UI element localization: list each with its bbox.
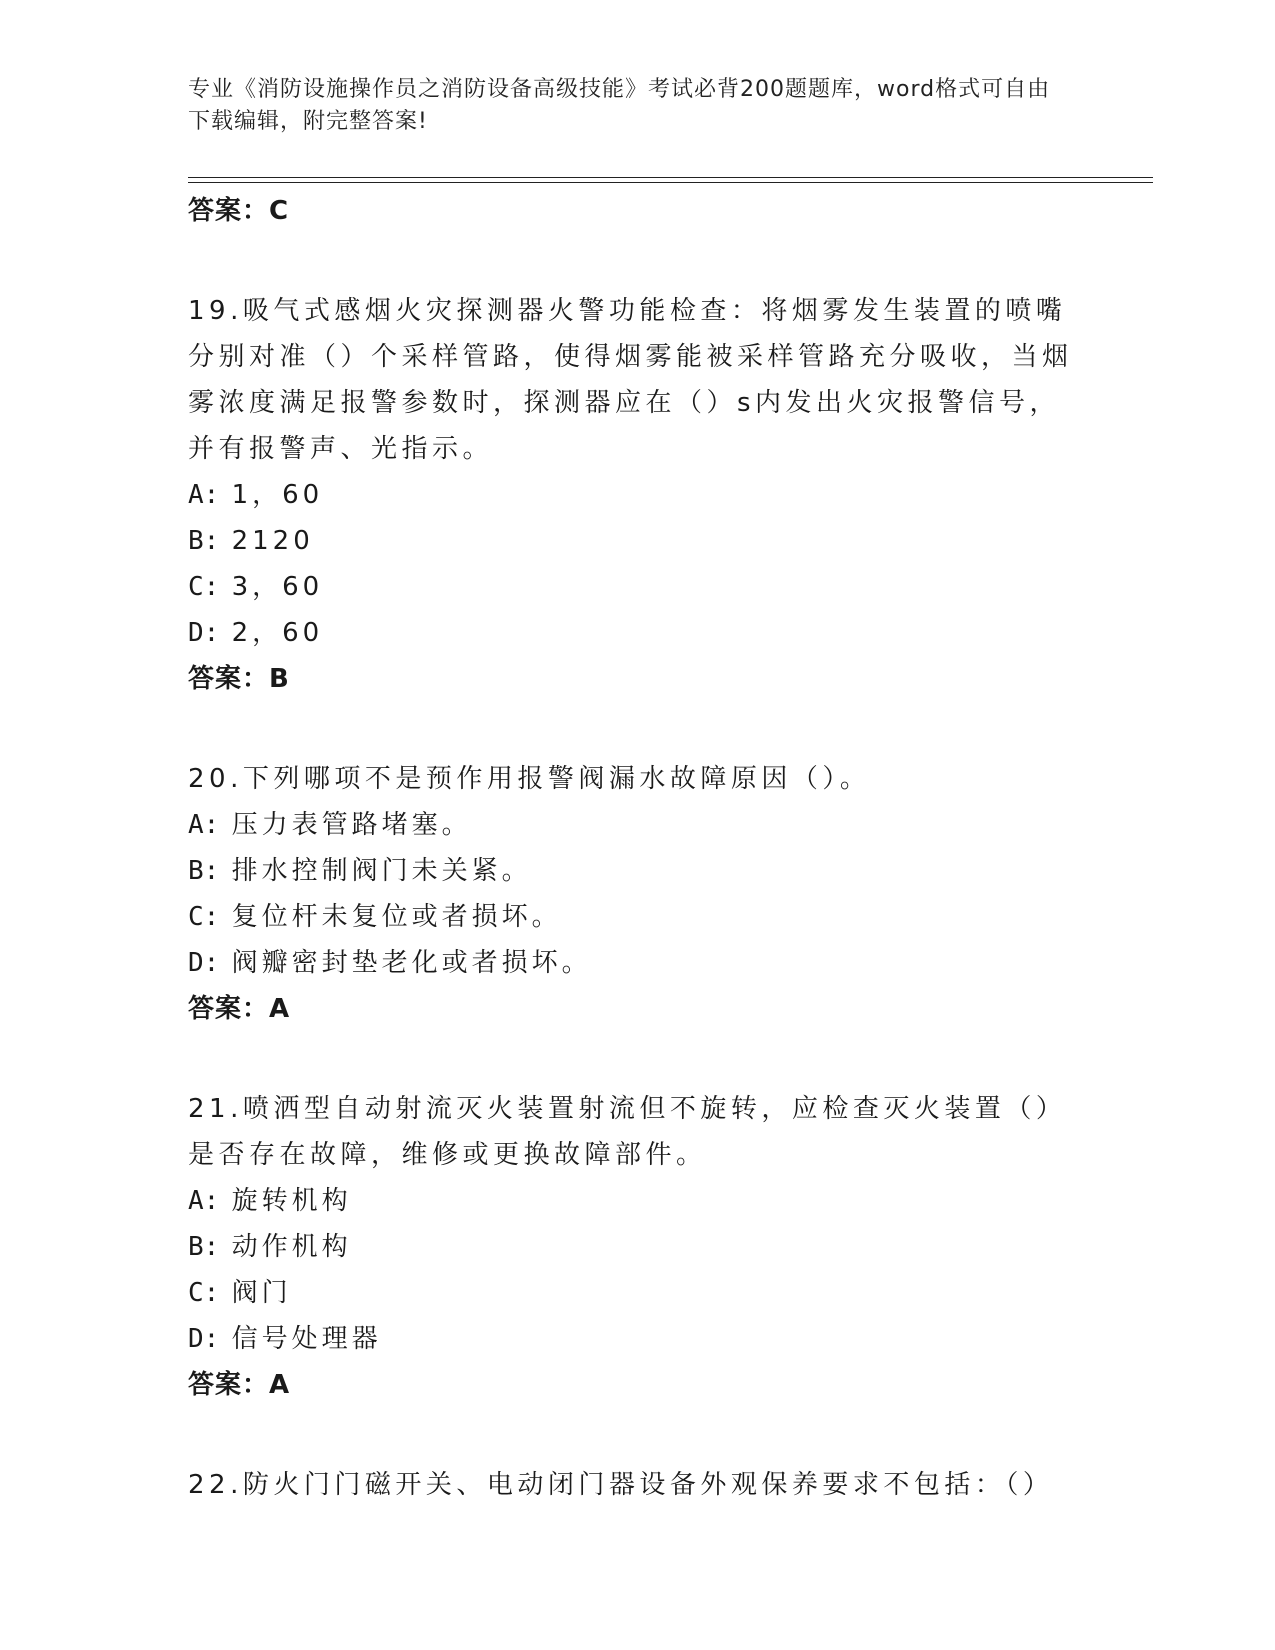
option-b: B: 2120 bbox=[188, 526, 314, 556]
question-text: 21.喷洒型自动射流灭火装置射流但不旋转，应检查灭火装置（）是否存在故障，维修或更换故障部件。 bbox=[188, 1094, 1067, 1170]
option-a: A: 1，60 bbox=[188, 480, 324, 510]
question-number: 19. bbox=[188, 296, 243, 326]
answer-line: 答案：A bbox=[188, 994, 291, 1024]
answer-line: 答案：A bbox=[188, 1370, 291, 1400]
option-c: C: 复位杆未复位或者损坏。 bbox=[188, 902, 562, 932]
question-21 bbox=[188, 1086, 1088, 1408]
question-number: 20. bbox=[188, 764, 243, 794]
question-19 bbox=[188, 288, 1088, 702]
option-d: D: 阀瓣密封垫老化或者损坏。 bbox=[188, 948, 592, 978]
question-number: 22. bbox=[188, 1470, 243, 1500]
option-d: D: 信号处理器 bbox=[188, 1324, 382, 1354]
option-d: D: 2，60 bbox=[188, 618, 324, 648]
answer-line: 答案：B bbox=[188, 664, 290, 694]
question-text: 20.下列哪项不是预作用报警阀漏水故障原因（）。 bbox=[188, 764, 871, 794]
option-b: B: 排水控制阀门未关紧。 bbox=[188, 856, 532, 886]
header-rule-top bbox=[188, 177, 1153, 178]
question-20 bbox=[188, 756, 1088, 1032]
question-text: 19.吸气式感烟火灾探测器火警功能检查：将烟雾发生装置的喷嘴分别对准（）个采样管路，使得烟雾能被采样管路充分吸收，当烟雾浓度满足报警参数时，探测器应在（）s内发出火灾报警信号，并有报警声、光指示。 bbox=[188, 296, 1073, 464]
header-rule-bottom bbox=[188, 182, 1153, 183]
answer-line: 答案：C bbox=[188, 196, 290, 226]
option-c: C: 3，60 bbox=[188, 572, 324, 602]
option-b: B: 动作机构 bbox=[188, 1232, 352, 1262]
page-header: 专业《消防设施操作员之消防设备高级技能》考试必背200题题库，word格式可自由下载编辑，附完整答案! bbox=[188, 77, 1051, 134]
option-a: A: 压力表管路堵塞。 bbox=[188, 810, 472, 840]
question-list bbox=[188, 188, 1088, 1508]
question-22 bbox=[188, 1462, 1088, 1508]
option-a: A: 旋转机构 bbox=[188, 1186, 352, 1216]
question-number: 21. bbox=[188, 1094, 243, 1124]
option-c: C: 阀门 bbox=[188, 1278, 292, 1308]
question-text: 22.防火门门磁开关、电动闭门器设备外观保养要求不包括：（） bbox=[188, 1470, 1054, 1500]
